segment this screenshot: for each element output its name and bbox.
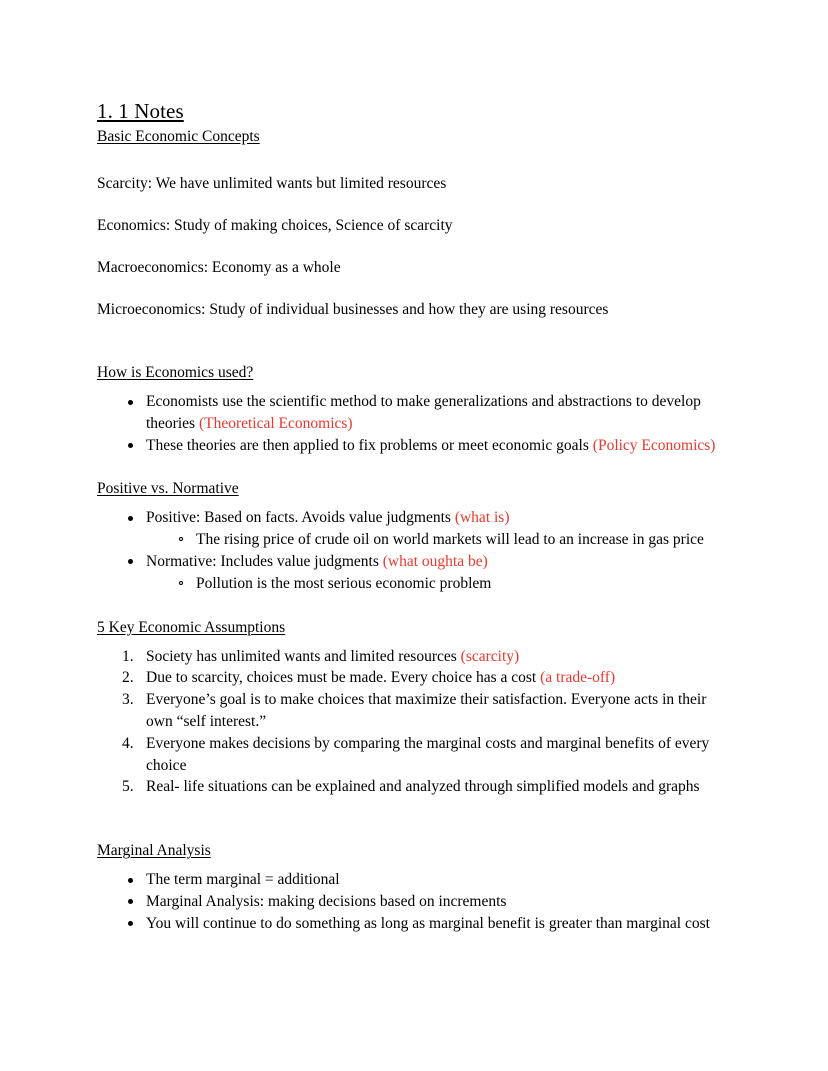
numbered-list-key-assumptions [97,646,731,799]
definition-macroeconomics: Macroeconomics: Economy as a whole [97,259,341,276]
section-heading-text: Marginal Analysis [97,842,211,860]
list-item-text: You will continue to do something as long as marginal benefit is greater than marginal cost [146,914,710,932]
list-item-accent: (what oughta be) [382,552,488,570]
sub-bullet-list [146,573,731,595]
document-subtitle [97,126,731,147]
section-heading-text: 5 Key Economic Assumptions [97,618,286,636]
list-item [146,689,731,733]
list-item-accent: (what is) [454,509,510,527]
section-heading-marginal-analysis [97,840,731,861]
list-item [146,646,731,668]
bullet-list-how-is-economics-used [97,391,731,456]
list-item [146,733,731,777]
list-item: Pollution is the most serious economic problem [196,573,731,595]
list-item [146,776,731,798]
list-item-text: Society has unlimited wants and limited resources [146,647,461,665]
list-item [146,667,731,689]
list-item [146,435,731,457]
list-item-accent: (Theoretical Economics) [198,414,353,432]
section-heading-how-is-economics-used [97,362,731,383]
list-item [146,891,731,913]
list-item-text: Everyone’s goal is to make choices that maximize their satisfaction. Everyone acts in their own “self interest.” [146,691,707,730]
list-item [146,551,731,573]
section-heading-5-key-economic-assumptions [97,617,731,638]
definition-economics: Economics: Study of making choices, Science of scarcity [97,217,453,234]
list-item: The rising price of crude oil on world markets will lead to an increase in gas price [196,529,731,551]
page-title [97,98,731,124]
list-item-accent: (a trade-off) [540,669,616,687]
list-item-text: Positive: Based on facts. Avoids value judgments [146,509,455,527]
section-heading-text: How is Economics used? [97,364,254,381]
list-item-text: Economists use the scientific method to make generalizations and abstractions to develop theories [146,393,701,432]
definition-scarcity: Scarcity: We have unlimited wants but limited resources [97,175,447,192]
list-item [146,913,731,935]
list-item [146,391,731,435]
section-heading-text: Positive vs. Normative [97,480,239,498]
list-item [146,869,731,891]
document-subtitle-text: Basic Economic Concepts [97,128,260,145]
bullet-list-marginal-analysis [97,869,731,934]
list-item-accent: (Policy Economics) [592,436,716,454]
definition-microeconomics: Microeconomics: Study of individual businesses and how they are using resources [97,301,609,318]
document-content [97,98,731,935]
list-item-text: Marginal Analysis: making decisions based on increments [146,892,507,910]
bullet-list-positive-vs-normative [97,507,731,594]
list-item-text: These theories are then applied to fix problems or meet economic goals [146,436,593,454]
list-item-text: Normative: Includes value judgments [146,552,383,570]
list-item-text: Everyone makes decisions by comparing the marginal costs and marginal benefits of every choice [146,734,710,774]
section-heading-positive-vs-normative [97,478,731,499]
list-item-text: Due to scarcity, choices must be made. Every choice has a cost [146,669,541,687]
page-title-text: 1. 1 Notes [97,99,184,123]
list-item [146,507,731,529]
list-item-text: Real- life situations can be explained and analyzed through simplified models and graphs [146,778,700,796]
sub-bullet-list [146,529,731,551]
list-item-accent: (scarcity) [460,647,520,665]
list-item-text: The term marginal = additional [146,871,340,889]
